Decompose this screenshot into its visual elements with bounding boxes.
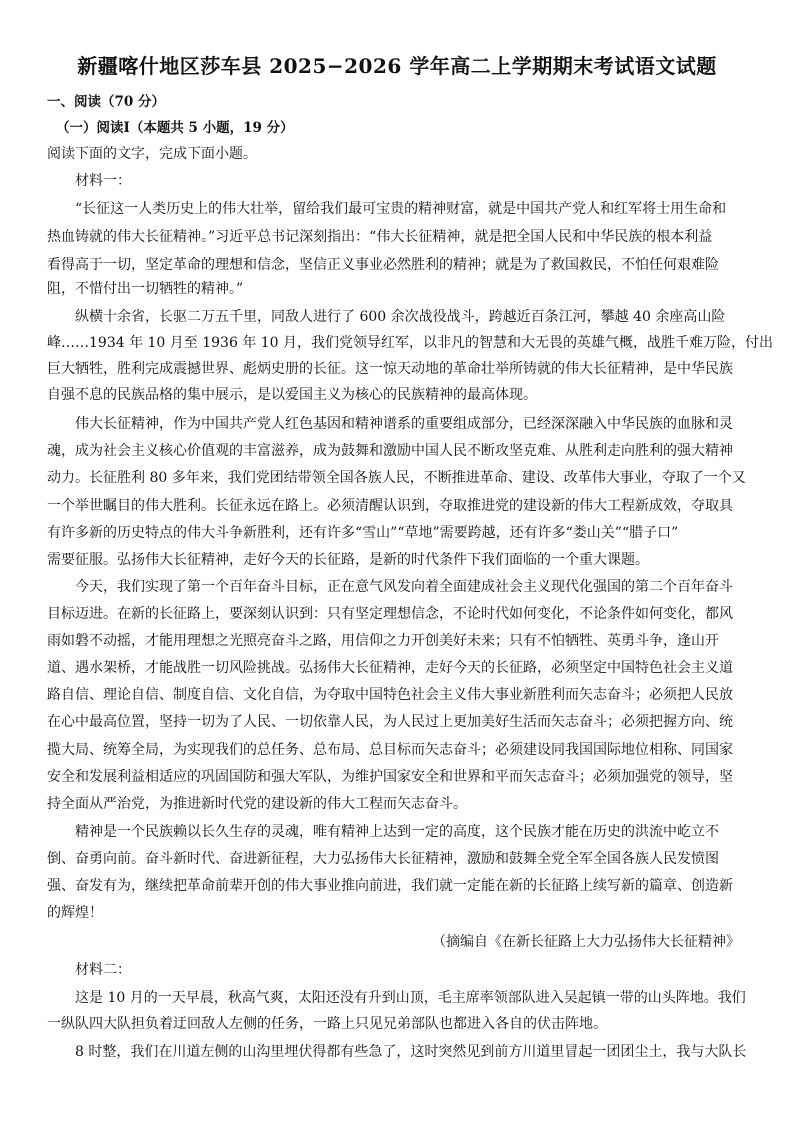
paragraph-line: 路自信、理论自信、制度自信、文化自信，为夺取中国特色社会主义伟大事业新胜利而矢志奋斗；必须把人民放 xyxy=(47,687,733,703)
paragraph-line: 安全和发展利益相适应的巩固国防和强大军队，为维护国家安全和世界和平而矢志奋斗；必须加强党的领导，坚 xyxy=(47,769,733,785)
material-label: 材料一： xyxy=(75,173,131,189)
paragraph-line: 纵横十余省，长驱二万五千里，同敌人进行了 600 余次战役战斗，跨越近百条江河，攀越 40 余座高山险 xyxy=(75,309,726,325)
paragraph-line: 动力。长征胜利 80 多年来，我们党团结带领全国各族人民，不断推进革命、建设、改革伟大事业，夺取了一个又 xyxy=(47,470,746,486)
paragraph-line: 强、奋发有为，继续把革命前辈开创的伟大事业推向前进，我们就一定能在新的长征路上续写新的篇章、创造新 xyxy=(47,878,733,894)
section-heading: 一、阅读（70 分） xyxy=(47,94,165,110)
paragraph-line: 今天，我们实现了第一个百年奋斗目标，正在意气风发向着全面建成社会主义现代化强国的第二个百年奋斗 xyxy=(75,579,733,595)
paragraph-line: 倒、奋勇向前。奋斗新时代、奋进新征程，大力弘扬伟大长征精神，激励和鼓舞全党全军全国各族人民发愤图 xyxy=(47,851,719,867)
paragraph-line: 这是 10 月的一天早晨，秋高气爽，太阳还没有升到山顶，毛主席率领部队进入吴起镇一带的山头阵地。我们 xyxy=(75,990,746,1006)
paragraph-line: 精神是一个民族赖以长久生存的灵魂，唯有精神上达到一定的高度，这个民族才能在历史的洪流中屹立不 xyxy=(75,824,719,840)
paragraph-line: 看得高于一切，坚定革命的理想和信念，坚信正义事业必然胜利的精神；就是为了救国救民，不怕任何艰难险 xyxy=(47,257,719,273)
paragraph-line: 自强不息的民族品格的集中展示，是以爱国主义为核心的民族精神的最高体现。 xyxy=(47,387,537,403)
source-citation: （摘编自《在新长征路上大力弘扬伟大长征精神》 xyxy=(432,934,740,950)
paragraph-line: 魂，成为社会主义核心价值观的丰富滋养，成为鼓舞和激励中国人民不断攻坚克难、从胜利走向胜利的强大精神 xyxy=(47,443,733,459)
paragraph-line: 阻，不惜付出一切牺牲的精神。” xyxy=(47,281,244,297)
subsection-heading: （一）阅读Ⅰ（本题共 5 小题，19 分） xyxy=(56,120,294,136)
paragraph-line: 巨大牺牲，胜利完成震撼世界、彪炳史册的长征。这一惊天动地的革命壮举所铸就的伟大长征精神，是中华民族 xyxy=(47,361,733,377)
material-label: 材料二： xyxy=(75,962,131,978)
paragraph-line: 8 时整，我们在川道左侧的山沟里埋伏得都有些急了，这时突然见到前方川道里冒起一团团尘土，我与大队长 xyxy=(75,1044,747,1060)
paragraph-line: 道、遇水架桥，才能战胜一切风险挑战。弘扬伟大长征精神，走好今天的长征路，必须坚定中国特色社会主义道 xyxy=(47,660,733,676)
paragraph-line: 需要征服。弘扬伟大长征精神，走好今天的长征路，是新的时代条件下我们面临的一个重大课题。 xyxy=(47,552,649,568)
document-title: 新疆喀什地区莎车县 2025−2026 学年高二上学期期末考试语文试题 xyxy=(77,54,717,78)
paragraph-line: 的辉煌！ xyxy=(47,905,103,921)
paragraph-line: 伟大长征精神，作为中国共产党人红色基因和精神谱系的重要组成部分，已经深深融入中华民族的血脉和灵 xyxy=(75,416,733,432)
paragraph-line: 一个举世瞩目的伟大胜利。长征永远在路上。必须清醒认识到，夺取推进党的建设新的伟大工程新成效，夺取具 xyxy=(47,498,733,514)
paragraph-line: 雨如磐不动摇，才能用理想之光照亮奋斗之路，用信仰之力开创美好未来；只有不怕牺牲、英勇斗争，逢山开 xyxy=(47,633,719,649)
paragraph-line: 一纵队四大队担负着迂回敌人左侧的任务，一路上只见兄弟部队也都进入各自的伏击阵地。 xyxy=(47,1016,607,1032)
paragraph-line: “长征这一人类历史上的伟大壮举，留给我们最可宝贵的精神财富，就是中国共产党人和红军将士用生命和 xyxy=(75,201,727,217)
paragraph-line: 持全面从严治党，为推进新时代党的建设新的伟大工程而矢志奋斗。 xyxy=(47,796,467,812)
paragraph-line: 峰……1934 年 10 月至 1936 年 10 月，我们党领导红军，以非凡的智慧和大无畏的英雄气概，战胜千难万险，付出 xyxy=(47,335,774,351)
paragraph-line: 有许多新的历史特点的伟大斗争新胜利，还有许多“雪山”“草地”需要跨越，还有许多“娄山关”“腊子口” xyxy=(47,525,679,541)
instruction-text: 阅读下面的文字，完成下面小题。 xyxy=(47,146,257,162)
paragraph-line: 揽大局、统筹全局，为实现我们的总任务、总布局、总目标而矢志奋斗；必须建设同我国国际地位相称、同国家 xyxy=(47,742,733,758)
paragraph-line: 热血铸就的伟大长征精神。”习近平总书记深刻指出：“伟大长征精神，就是把全国人民和中华民族的根本利益 xyxy=(47,229,713,245)
paragraph-line: 目标迈进。在新的长征路上，要深刻认识到：只有坚定理想信念，不论时代如何变化，不论条件如何变化，都风 xyxy=(47,606,733,622)
paragraph-line: 在心中最高位置，坚持一切为了人民、一切依靠人民，为人民过上更加美好生活而矢志奋斗；必须把握方向、统 xyxy=(47,714,733,730)
